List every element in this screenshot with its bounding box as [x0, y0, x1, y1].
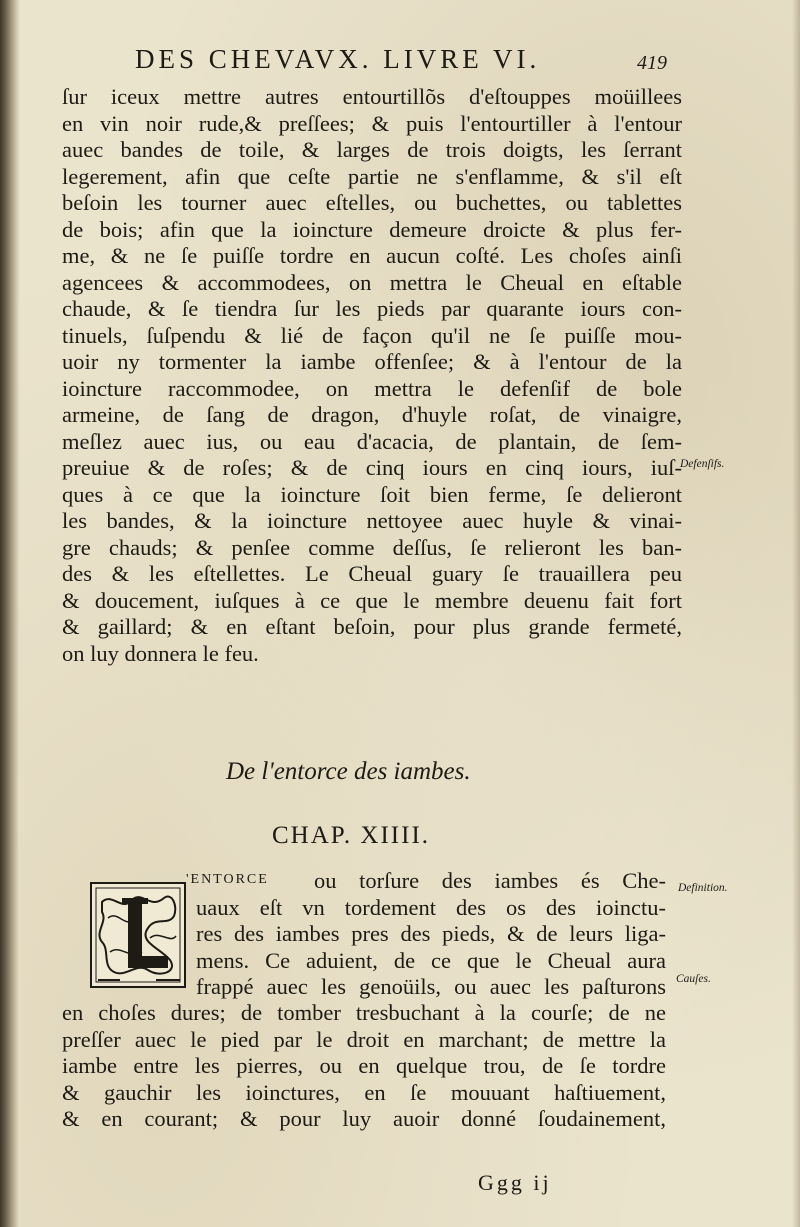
- body-paragraph: [62, 84, 682, 667]
- text-line: agencees & accommodees, on mettra le Cheual en eſtable: [62, 269, 682, 295]
- chapter-lead-word: 'ENTORCE: [186, 872, 269, 887]
- signature-mark: Ggg ij: [478, 1170, 552, 1195]
- text-line: armeine, de ſang de dragon, d'huyle roſat, de vinaigre,: [62, 402, 682, 427]
- continued-paragraph: [62, 1000, 666, 1133]
- text-line: de bois; afin que la ioincture demeure droicte & plus fer-: [62, 216, 682, 242]
- text-line: legerement, afin que ceſte partie ne s'enflamme, & s'il eſt: [62, 163, 682, 189]
- page-number: 419: [637, 52, 667, 74]
- text-line: uoir ny tormenter la iambe offenſee; & à l'entour de la: [62, 349, 682, 374]
- text-line: & gauchir les ioinctures, en ſe mouuant haſtiuement,: [62, 1079, 666, 1105]
- text-line: des & les eſtellettes. Le Cheual guary ſe trauaillera peu: [62, 561, 682, 586]
- text-line: preuiue & de roſes; & de cinq iours en cinq iours, iuſ-: [62, 455, 682, 480]
- text-line: gre chauds; & penſee comme deſſus, ſe relieront les ban-: [62, 534, 682, 560]
- text-line: & en courant; & pour luy auoir donné ſoudainement,: [62, 1106, 666, 1131]
- margin-note-defensifs: Defenſifs.: [680, 458, 725, 470]
- text-line: on luy donnera le feu.: [62, 640, 259, 666]
- ornamental-initial-L-icon: [90, 882, 186, 988]
- text-line: en choſes dures; de tomber tresbuchant à la courſe; de ne: [62, 1000, 666, 1025]
- text-line: & doucement, iuſques à ce que le membre deuenu fait fort: [62, 587, 682, 613]
- text-line: ques à ce que la ioincture ſoit bien ferme, ſe delieront: [62, 481, 682, 507]
- text-line: auec bandes de toile, & larges de trois doigts, les ſerrant: [62, 137, 682, 162]
- text-line: preſſer auec le pied par le droit en marchant; de mettre la: [62, 1026, 666, 1052]
- text-line: les bandes, & la ioincture nettoyee auec huyle & vinai-: [62, 508, 682, 533]
- text-line: me, & ne ſe puiſſe tordre en aucun coſté. Les choſes ainſi: [62, 243, 682, 268]
- text-line: beſoin les tourner auec eſtelles, ou buchettes, ou tablettes: [62, 190, 682, 215]
- text-line: uaux eſt vn tordement des os des ioinctu-: [196, 894, 666, 920]
- text-line: & gaillard; & en eſtant beſoin, pour plus grande fermeté,: [62, 614, 682, 639]
- text-line: en vin noir rude,& preſſees; & puis l'entourtiller à l'entour: [62, 110, 682, 136]
- margin-note-causes: Cauſes.: [676, 973, 711, 985]
- text-line: res des iambes pres des pieds, & de leurs liga-: [196, 921, 666, 946]
- text-line: chaude, & ſe tiendra ſur les pieds par quarante iours con-: [62, 296, 682, 321]
- chapter-heading: CHAP. XIIII.: [272, 822, 431, 849]
- text-line: tinuels, ſuſpendu & lié de façon qu'il ne ſe puiſſe mou-: [62, 322, 682, 348]
- text-line: meſlez auec ius, ou eau d'acacia, de plantain, de ſem-: [62, 428, 682, 454]
- text-line: frappé auec les genoüils, ou auec les paſturons: [196, 974, 666, 999]
- running-title: DES CHEVAVX. LIVRE VI.: [135, 44, 541, 74]
- text-line: iambe entre les pierres, ou en quelque trou, de ſe tordre: [62, 1053, 666, 1078]
- margin-note-definition: Definition.: [678, 882, 728, 894]
- text-line: mens. Ce aduient, de ce que le Cheual aura: [196, 947, 666, 973]
- text-line: ou torſure des iambes és Che-: [314, 868, 666, 893]
- text-line: ſur iceux mettre autres entourtillõs d'eſtouppes moüillees: [62, 84, 682, 109]
- drop-paragraph: [196, 868, 666, 1001]
- book-binding-shadow: [0, 0, 20, 1227]
- text-line: ioincture raccommodee, on mettra le defenſif de bole: [62, 375, 682, 401]
- page-edge: [792, 0, 800, 1227]
- section-title: De l'entorce des iambes.: [226, 758, 471, 785]
